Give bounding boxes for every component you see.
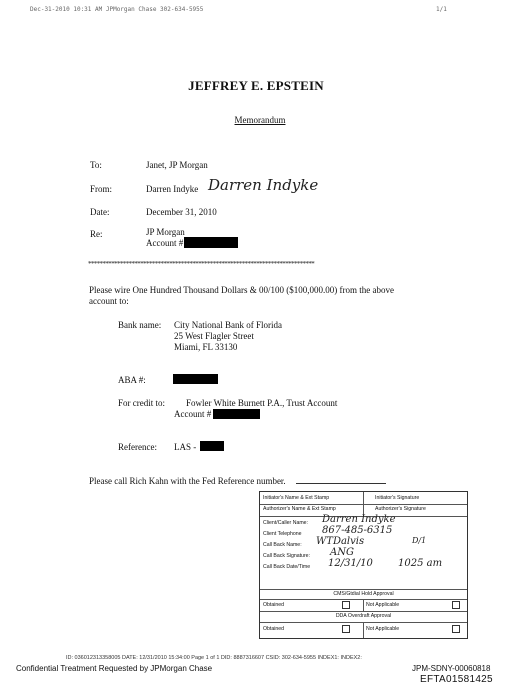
initiator-signature-label: Initiator's Signature (375, 495, 420, 501)
from-value: Darren Indyke (146, 184, 199, 194)
date-label: Date: (90, 207, 110, 217)
reference-value: LAS - (174, 442, 197, 452)
callback-name-value: WTDalvis (316, 536, 365, 547)
wire-instruction-line1: Please wire One Hundred Thousand Dollars & 00/100 ($100,000.00) from the above (89, 285, 395, 295)
document-title: JEFFREY E. EPSTEIN (188, 78, 324, 93)
obtained-label-1: Obtained (263, 602, 285, 608)
bates-number: JPM-SDNY-00060818 (412, 664, 491, 673)
underline-stroke (296, 483, 386, 484)
credit-label: For credit to: (118, 398, 165, 408)
page-indicator: 1/1 (436, 6, 447, 13)
redaction-box (200, 441, 224, 451)
from-signature: Darren Indyke (208, 176, 319, 194)
date-value: December 31, 2010 (146, 207, 217, 217)
phone-value: 867-485-6315 (322, 525, 393, 536)
redaction-box (184, 237, 238, 248)
form-rule (260, 504, 467, 505)
re-line1: JP Morgan (146, 227, 185, 237)
bank-line1: City National Bank of Florida (174, 320, 282, 330)
form-divider (363, 599, 364, 611)
credit-line1: Fowler White Burnett P.A., Trust Account (186, 398, 338, 408)
authorizer-signature-label: Authorizer's Signature (375, 506, 426, 512)
callback-date-value: 12/31/10 (328, 558, 373, 569)
reference-label: Reference: (118, 442, 157, 452)
caller-name-value: Darren Indyke (322, 514, 396, 525)
callback-name-label: Call Back Name: (263, 542, 302, 548)
wire-instruction-line2: account to: (89, 296, 129, 306)
verification-form (259, 491, 468, 639)
fax-header: Dec-31-2010 10:31 AM JPMorgan Chase 302-634-5955 (30, 6, 204, 13)
not-applicable-checkbox-2[interactable] (452, 625, 460, 633)
aba-label: ABA #: (118, 375, 146, 385)
re-label: Re: (90, 229, 103, 239)
efta-number: EFTA01581425 (420, 674, 493, 685)
re-line2: Account # (146, 238, 184, 248)
dda-approval-heading: DDA Overdraft Approval (335, 613, 392, 619)
callback-signature-label: Call Back Signature: (263, 553, 310, 559)
to-value: Janet, JP Morgan (146, 160, 208, 170)
call-instruction: Please call Rich Kahn with the Fed Reference number. (89, 476, 286, 486)
hold-approval-heading: CMS/Gtdial Hold Approval (333, 591, 394, 597)
callback-name-extra: D/1 (412, 536, 427, 545)
credit-line2: Account # (174, 409, 212, 419)
from-label: From: (90, 184, 113, 194)
form-divider (363, 622, 364, 638)
callback-date-label: Call Back Date/Time (263, 564, 311, 570)
fax-id-line: ID: 036012313358005 DATE: 12/31/2010 15:34:00 Page 1 of 1 DID: 8887316607 CSID: 302-634-5955 INDEX1: INDEX2: (66, 655, 362, 661)
obtained-checkbox-2[interactable] (342, 625, 350, 633)
redaction-box (173, 374, 218, 384)
redaction-box (213, 409, 260, 419)
not-applicable-checkbox-1[interactable] (452, 601, 460, 609)
obtained-label-2: Obtained (263, 626, 285, 632)
phone-label: Client Telephone (263, 531, 302, 537)
form-rule (260, 589, 467, 590)
not-applicable-label-1: Not Applicable (366, 602, 400, 608)
not-applicable-label-2: Not Applicable (366, 626, 400, 632)
bank-line3: Miami, FL 33130 (174, 342, 238, 352)
callback-time-value: 1025 am (398, 558, 443, 569)
authorizer-name-label: Authorizer's Name & Ext Stamp (263, 506, 336, 512)
memo-heading: Memorandum (234, 115, 286, 125)
form-rule (260, 611, 467, 612)
separator-line: ****************************************************************************** (88, 260, 315, 268)
bank-name-label: Bank name: (118, 320, 162, 330)
callback-signature-value: ANG (330, 547, 354, 558)
obtained-checkbox-1[interactable] (342, 601, 350, 609)
confidential-notice: Confidential Treatment Requested by JPMorgan Chase (16, 664, 213, 673)
to-label: To: (90, 160, 102, 170)
bank-line2: 25 West Flagler Street (174, 331, 254, 341)
initiator-name-label: Initiator's Name & Ext Stamp (263, 495, 330, 501)
caller-name-label: Client/Caller Name: (263, 520, 308, 526)
